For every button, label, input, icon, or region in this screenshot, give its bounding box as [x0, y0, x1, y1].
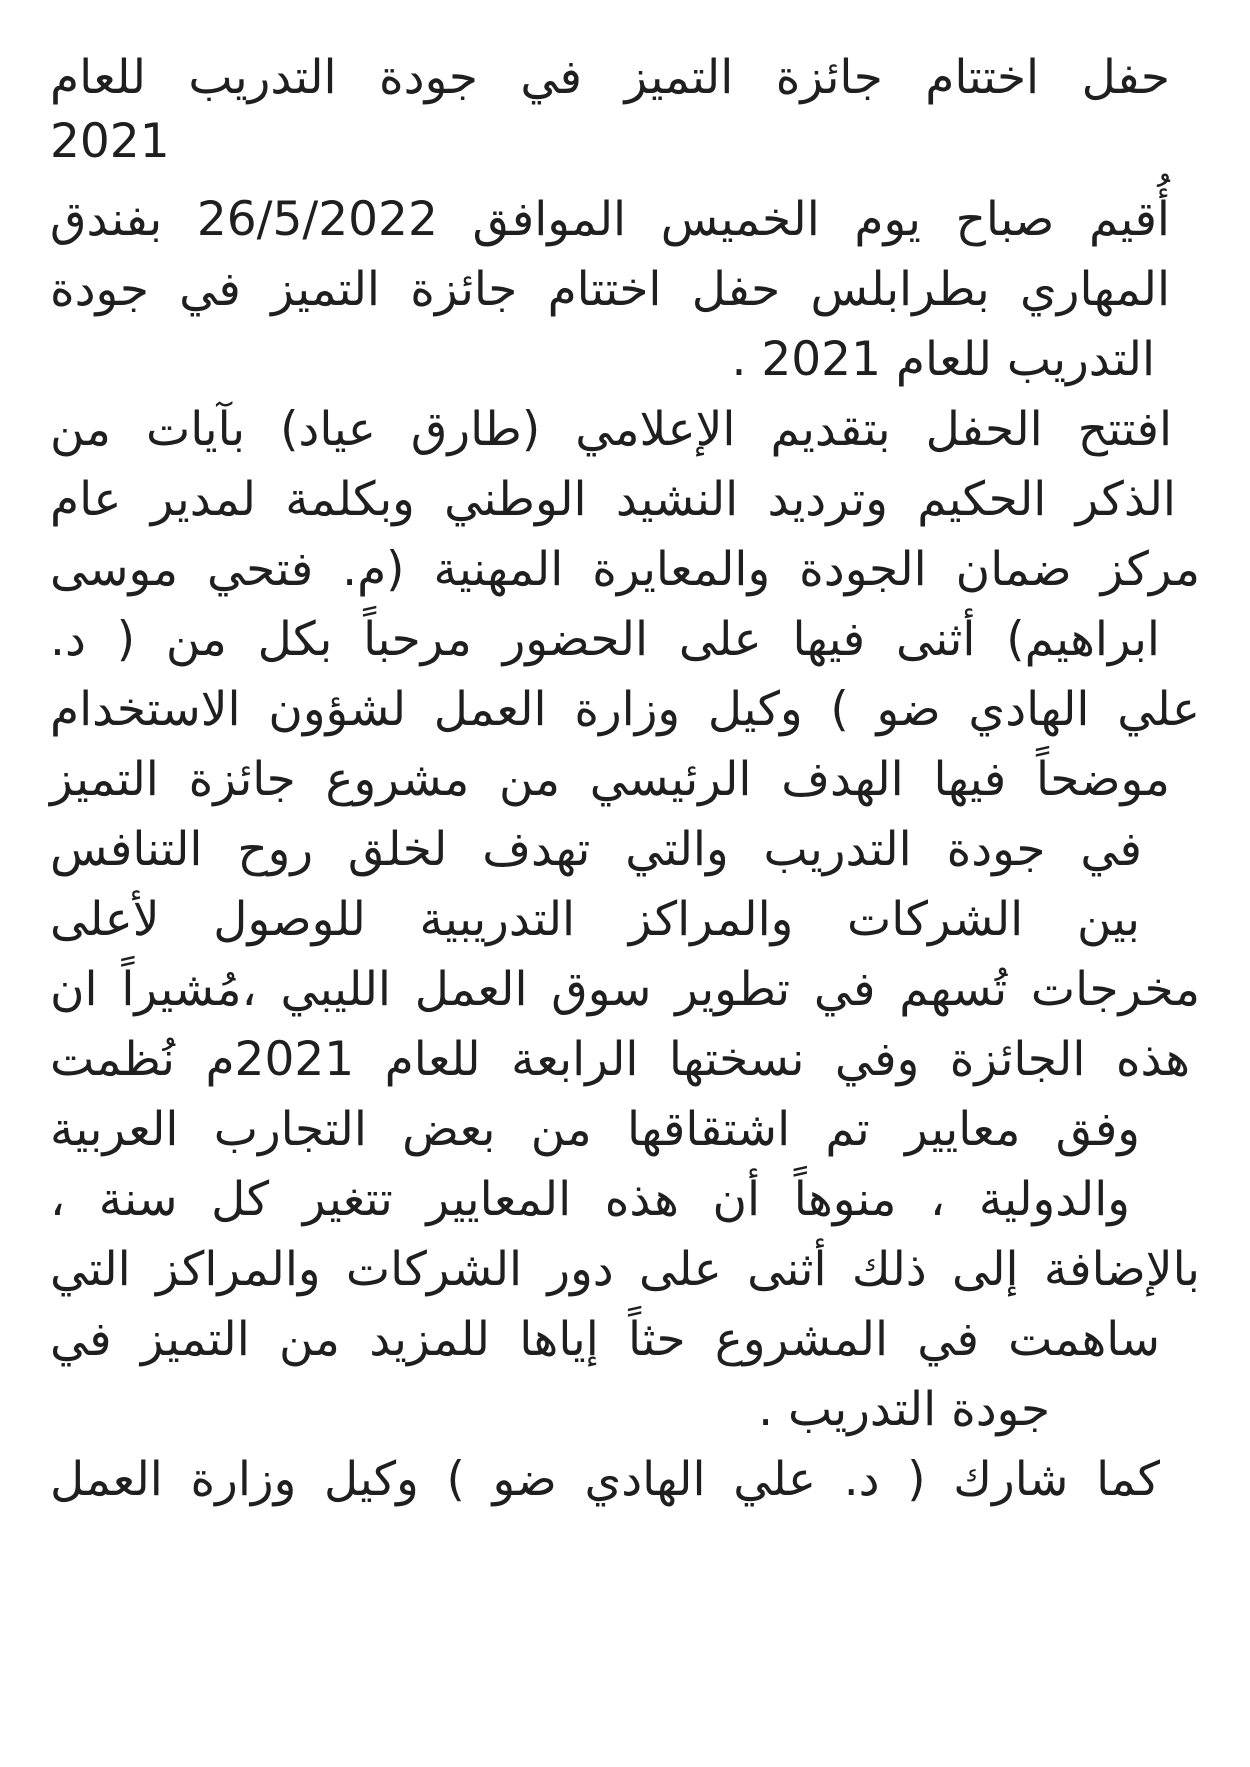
body-line-8: علي الهادي ضو ) وكيل وزارة العمل لشؤون الاستخدام: [50, 682, 1200, 737]
body-line-14: وفق معايير تم اشتقاقها من بعض التجارب العربية: [50, 1102, 1140, 1157]
body-line-2: المهاري بطرابلس حفل اختتام جائزة التميز في جودة: [50, 262, 1170, 317]
body-line-3: التدريب للعام 2021 .: [731, 332, 1155, 387]
title-line-2: 2021: [50, 114, 170, 169]
body-line-15: والدولية ، منوهاً أن هذه المعايير تتغير كل سنة ،: [50, 1172, 1130, 1227]
body-line-4: افتتح الحفل بتقديم الإعلامي (طارق عياد) بآيات من: [50, 402, 1172, 457]
body-line-12: مخرجات تُسهم في تطوير سوق العمل الليبي ،مُشيراً ان: [50, 962, 1200, 1017]
body-line-9: موضحاً فيها الهدف الرئيسي من مشروع جائزة التميز: [50, 752, 1170, 807]
body-line-19: كما شارك ( د. علي الهادي ضو ) وكيل وزارة العمل: [50, 1452, 1160, 1507]
document-page: [50, 38, 1200, 1758]
body-line-16: بالإضافة إلى ذلك أثنى على دور الشركات والمراكز التي: [50, 1242, 1200, 1297]
body-line-17: ساهمت في المشروع حثاً إياها للمزيد من التميز في: [50, 1312, 1160, 1367]
body-line-13: هذه الجائزة وفي نسختها الرابعة للعام 2021م نُظمت: [50, 1032, 1190, 1087]
body-line-18: جودة التدريب .: [758, 1382, 1050, 1437]
body-line-11: بين الشركات والمراكز التدريبية للوصول لأعلى: [50, 892, 1140, 947]
body-line-6: مركز ضمان الجودة والمعايرة المهنية (م. فتحي موسى: [50, 542, 1200, 597]
body-line-10: في جودة التدريب والتي تهدف لخلق روح التنافس: [50, 822, 1142, 877]
body-line-5: الذكر الحكيم وترديد النشيد الوطني وبكلمة لمدير عام: [50, 472, 1176, 527]
body-line-1: أُقيم صباح يوم الخميس الموافق 26/5/2022 بفندق: [50, 192, 1170, 247]
title-line-1: حفل اختتام جائزة التميز في جودة التدريب للعام: [50, 50, 1170, 105]
body-line-7: ابراهيم) أثنى فيها على الحضور مرحباً بكل من ( د.: [50, 612, 1160, 667]
